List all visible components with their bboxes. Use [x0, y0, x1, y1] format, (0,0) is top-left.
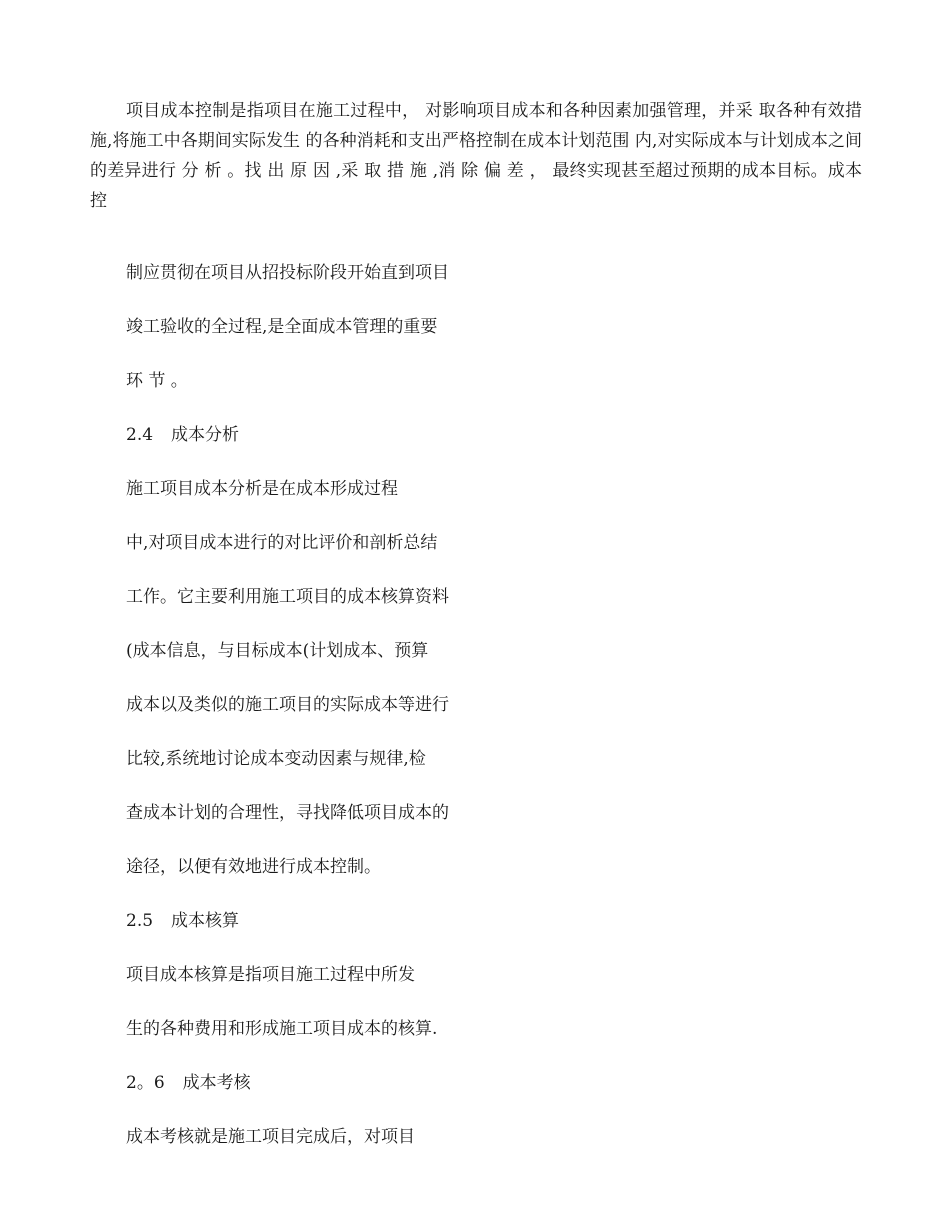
section-heading-2-4	[126, 424, 239, 446]
accounting-line-1: 项目成本核算是指项目施工过程中所发	[126, 965, 415, 985]
assessment-line-1: 成本考核就是施工项目完成后，对项目	[126, 1127, 415, 1147]
analysis-line-1: 施工项目成本分析是在成本形成过程	[126, 479, 398, 499]
control-line-2: 竣工验收的全过程,是全面成本管理的重要	[126, 317, 438, 337]
analysis-line-6: 比较,系统地讨论成本变动因素与规律,检	[126, 749, 426, 769]
accounting-line-2: 生的各种费用和形成施工项目成本的核算.	[126, 1019, 438, 1039]
analysis-line-2: 中,对项目成本进行的对比评价和剖析总结	[126, 533, 438, 553]
analysis-line-4: (成本信息，与目标成本(计划成本、预算	[126, 641, 429, 661]
section-number: 2.4	[126, 425, 154, 445]
analysis-line-3: 工作。它主要利用施工项目的成本核算资料	[126, 587, 449, 607]
section-number: 2。6	[126, 1073, 165, 1093]
section-heading-2-6	[126, 1072, 251, 1094]
analysis-line-5: 成本以及类似的施工项目的实际成本等进行	[126, 695, 449, 715]
control-line-1: 制应贯彻在项目从招投标阶段开始直到项目	[126, 263, 449, 283]
section-heading-2-5	[126, 910, 239, 932]
analysis-line-8: 途径，以便有效地进行成本控制。	[126, 857, 381, 877]
section-title: 成本核算	[171, 911, 240, 931]
section-title: 成本考核	[182, 1073, 251, 1093]
section-number: 2.5	[126, 911, 154, 931]
intro-paragraph: 项目成本控制是指项目在施工过程中， 对影响项目成本和各种因素加强管理，并采 取各种有效措施,将施工中各期间实际发生 的各种消耗和支出严格控制在成本计划范围 内,对实际成本与计划成本之间的差异进行 分 析 。找 出 原 因 ,采 取 措 施 ,消 除 偏 差 ， 最终实现甚至超过预期的成本目标。成本控	[90, 101, 862, 211]
control-line-3: 环 节 。	[126, 371, 188, 391]
section-title: 成本分析	[171, 425, 240, 445]
analysis-line-7: 查成本计划的合理性，寻找降低项目成本的	[126, 803, 449, 823]
